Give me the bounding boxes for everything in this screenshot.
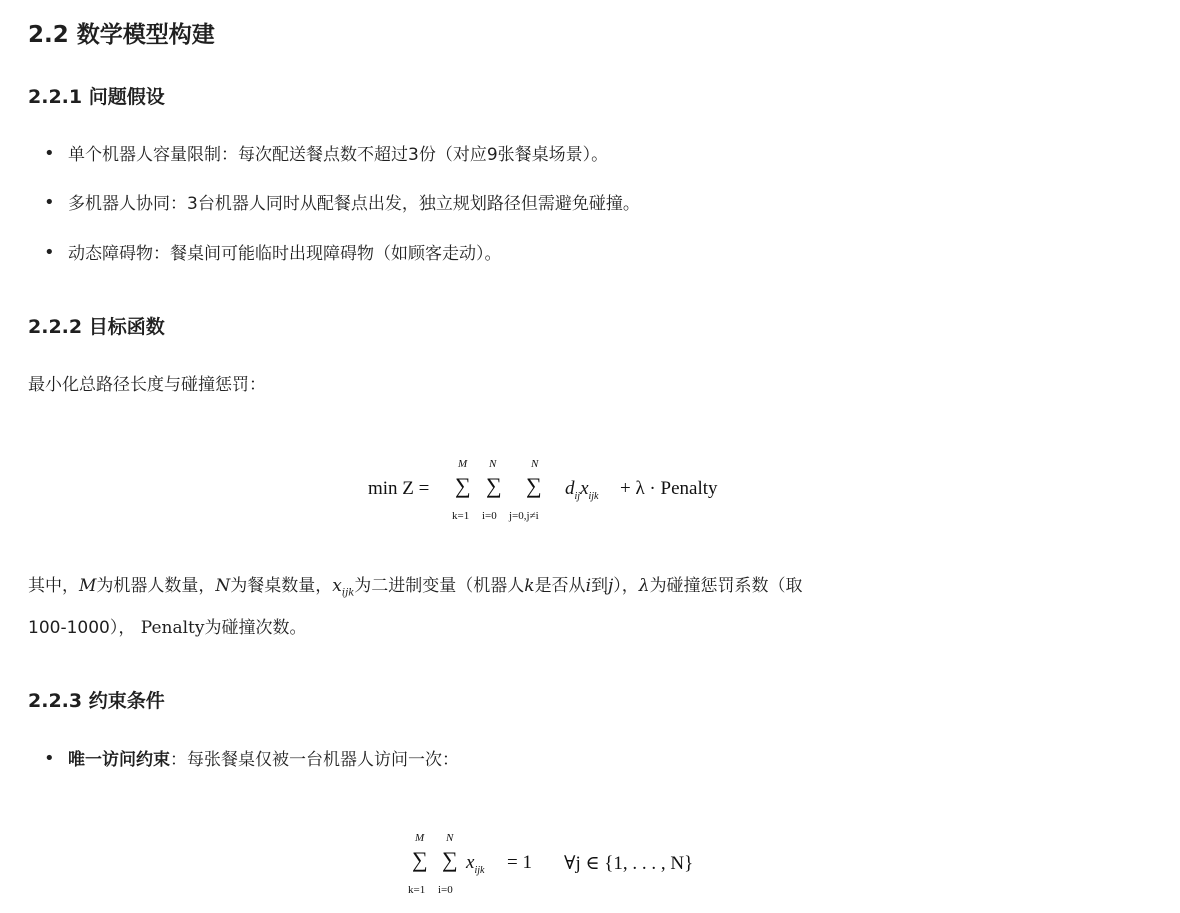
text: ）， (613, 576, 639, 596)
text: 为碰撞次数。 (204, 618, 307, 638)
text: 100-1000）， (28, 618, 136, 638)
sum-sigma-icon: ∑ (412, 847, 428, 872)
assumptions-heading: 2.2.1 问题假设 (28, 86, 165, 108)
text: 到 (591, 576, 608, 596)
sum-lower-limit: k=1 (452, 510, 470, 522)
sum-lower-limit: k=1 (408, 884, 426, 896)
explanation-line-2 (28, 617, 306, 639)
objective-heading: 2.2.2 目标函数 (28, 316, 165, 338)
text: 为碰撞惩罚系数（取 (649, 576, 803, 596)
explanation-line-1 (28, 575, 803, 604)
text: 为二进制变量（机器人 (354, 576, 525, 596)
constraint-description: ：每张餐桌仅被一台机器人访问一次： (170, 750, 459, 770)
sum-lower-limit: i=0 (438, 884, 453, 896)
sum-upper-limit: M (415, 832, 425, 844)
formula-term (565, 478, 599, 502)
variable-symbol: x (580, 478, 589, 499)
sum-sigma-icon: ∑ (526, 473, 542, 498)
distance-symbol: d (565, 478, 575, 499)
constraint-formula (400, 830, 720, 902)
formula-quantifier: ∀j ∈ {1, . . . , N} (564, 853, 694, 874)
text: 是否从 (534, 576, 586, 596)
bullet-icon: • (44, 143, 55, 164)
sum-upper-limit: M (458, 458, 468, 470)
formula-penalty-term: + λ · Penalty (620, 478, 718, 499)
list-item: 单个机器人容量限制：每次配送餐点数不超过3份（对应9张餐桌场景）。 (68, 145, 609, 165)
var-i: i (585, 576, 591, 596)
text: 为机器人数量， (96, 576, 216, 596)
var-m: M (79, 576, 97, 596)
section-title: 2.2 数学模型构建 (28, 22, 215, 48)
distance-subscript: ij (574, 490, 581, 502)
objective-intro: 最小化总路径长度与碰撞惩罚： (28, 375, 266, 395)
list-item: 多机器人协同：3台机器人同时从配餐点出发，独立规划路径但需避免碰撞。 (68, 194, 640, 214)
formula-lhs: min Z = (368, 478, 430, 499)
constraint-item (68, 749, 459, 771)
text: 为餐桌数量， (230, 576, 333, 596)
var-j: j (608, 576, 614, 596)
sum-lower-limit: i=0 (482, 510, 497, 522)
sum-upper-limit: N (446, 832, 454, 844)
variable-subscript: ijk (588, 490, 599, 502)
var-n: N (215, 576, 231, 596)
list-item: 动态障碍物：餐桌间可能临时出现障碍物（如顾客走动）。 (68, 244, 502, 264)
var-lambda: λ (638, 576, 650, 596)
constraints-heading: 2.2.3 约束条件 (28, 690, 165, 712)
bullet-icon: • (44, 242, 55, 263)
penalty-symbol: Penalty (140, 618, 205, 638)
sum-lower-limit: j=0,j≠i (509, 510, 539, 522)
sum-upper-limit: N (531, 458, 539, 470)
sum-upper-limit: N (489, 458, 497, 470)
var-x: x (332, 576, 342, 596)
sum-sigma-icon: ∑ (486, 473, 502, 498)
variable-subscript: ijk (474, 864, 485, 876)
sum-sigma-icon: ∑ (455, 473, 471, 498)
var-k: k (524, 576, 535, 596)
text: 其中， (28, 576, 79, 596)
variable-symbol: x (466, 852, 475, 873)
var-x-subscript: ijk (341, 587, 355, 599)
sum-sigma-icon: ∑ (442, 847, 458, 872)
formula-term (466, 852, 484, 876)
objective-formula (368, 456, 768, 528)
constraint-name: 唯一访问约束 (68, 750, 170, 770)
bullet-icon: • (44, 748, 55, 769)
formula-equality: = 1 (507, 852, 532, 873)
bullet-icon: • (44, 192, 55, 213)
